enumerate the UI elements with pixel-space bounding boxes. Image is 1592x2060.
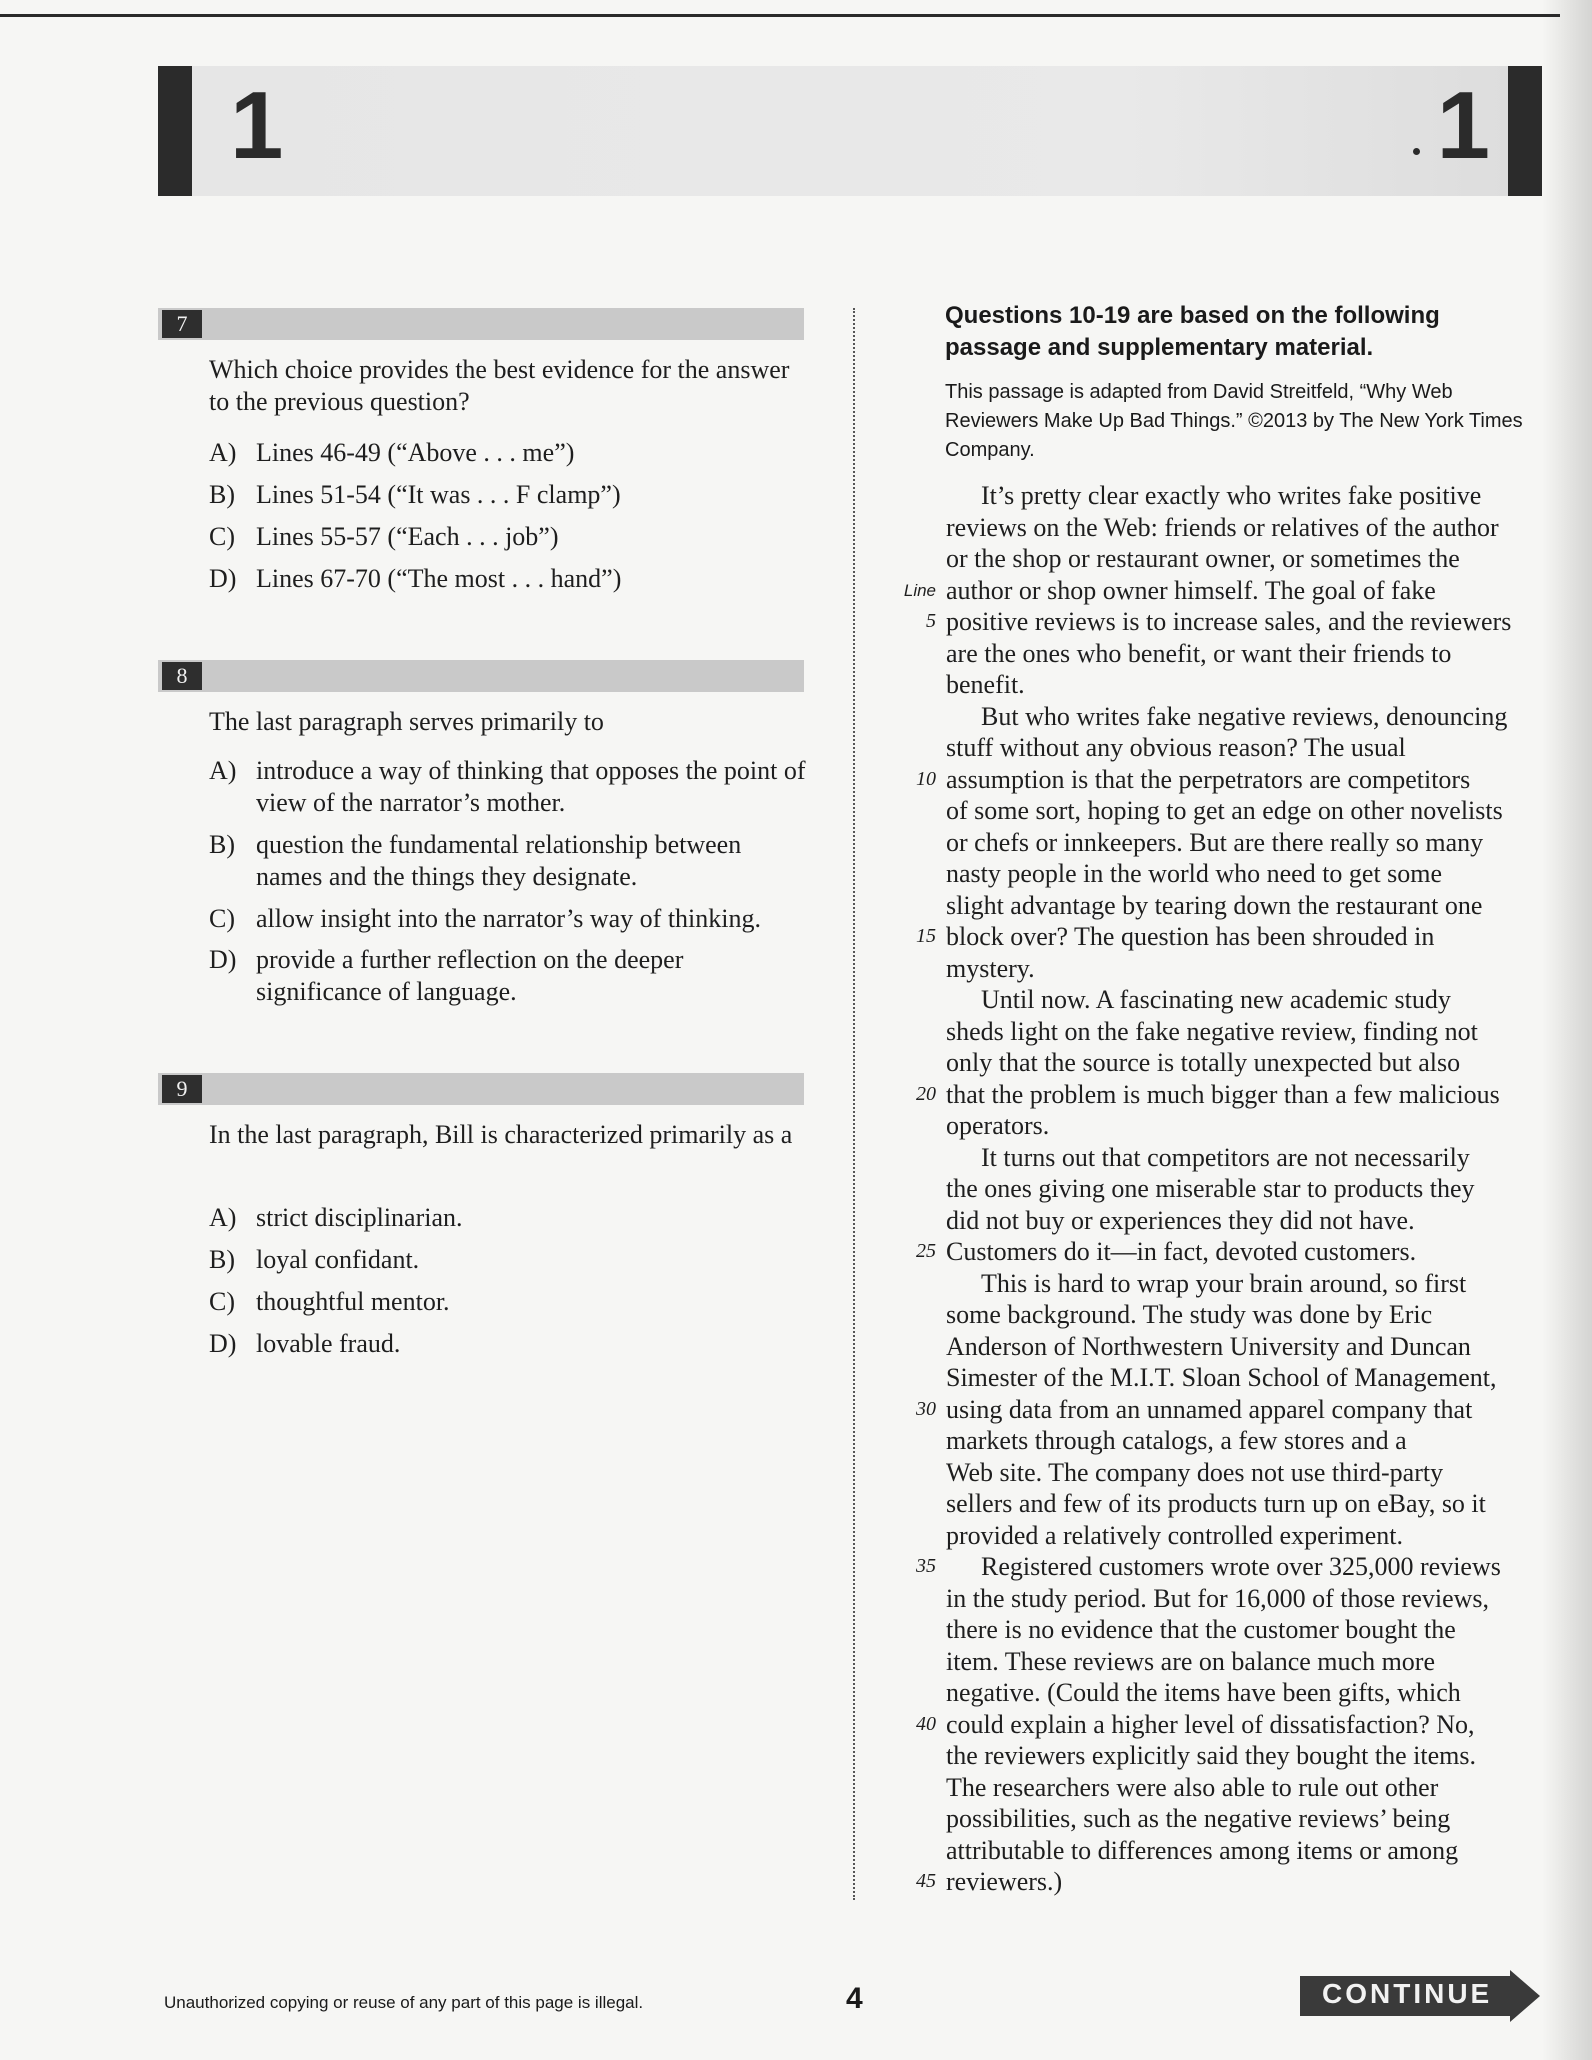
passage-line: the ones giving one miserable star to products they bbox=[946, 1174, 1475, 1203]
question-number: 8 bbox=[162, 662, 202, 690]
choice-text: lovable fraud. bbox=[256, 1329, 401, 1358]
passage-line: Customers do it—in fact, devoted customers. bbox=[946, 1237, 1417, 1266]
passage-line: of some sort, hoping to get an edge on other novelists bbox=[946, 796, 1503, 825]
section-header bbox=[158, 66, 1542, 196]
passage-line: attributable to differences among items or among bbox=[946, 1835, 1459, 1865]
passage-line: Anderson of Northwestern University and Duncan bbox=[946, 1331, 1471, 1361]
choice-letter: D) bbox=[209, 945, 237, 974]
passage-line: are the ones who benefit, or want their friends to bbox=[946, 638, 1452, 668]
scan-edge-shadow bbox=[1542, 0, 1592, 2060]
choice-letter: C) bbox=[209, 522, 235, 551]
line-number: 35 bbox=[916, 1555, 936, 1577]
choice-letter: D) bbox=[209, 564, 237, 593]
passage-line: author or shop owner himself. The goal of fake bbox=[946, 575, 1436, 605]
question-7-choice-a[interactable] bbox=[209, 437, 809, 469]
question-7-choice-b[interactable] bbox=[209, 479, 809, 511]
passage-line: Until now. A fascinating new academic study bbox=[981, 985, 1451, 1014]
line-number: 15 bbox=[916, 925, 936, 947]
passage-line: Web site. The company does not use third-party bbox=[946, 1457, 1444, 1487]
passage-line: The researchers were also able to rule out other bbox=[946, 1772, 1439, 1802]
choice-text: provide a further reflection on the deeper significance of language. bbox=[256, 945, 684, 1006]
line-number: 45 bbox=[916, 1870, 936, 1892]
passage-line: positive reviews is to increase sales, and the reviewers bbox=[946, 607, 1512, 636]
question-9-choice-c[interactable] bbox=[209, 1286, 809, 1318]
passage-line: only that the source is totally unexpected but also bbox=[946, 1048, 1461, 1077]
passage-line: It turns out that competitors are not necessarily bbox=[981, 1142, 1470, 1172]
question-9-choice-b[interactable] bbox=[209, 1244, 809, 1276]
question-9-stem: In the last paragraph, Bill is characterized primarily as a bbox=[209, 1120, 793, 1149]
choice-letter: D) bbox=[209, 1329, 237, 1358]
question-8-bar bbox=[158, 660, 804, 692]
line-number: 10 bbox=[916, 767, 936, 790]
passage-line: It’s pretty clear exactly who writes fake positive bbox=[981, 481, 1482, 510]
choice-letter: A) bbox=[209, 1203, 237, 1232]
question-9-choice-a[interactable] bbox=[209, 1202, 809, 1234]
passage-line: benefit. bbox=[946, 670, 1025, 699]
choice-text: Lines 55-57 (“Each . . . job”) bbox=[256, 522, 559, 551]
question-8-stem: The last paragraph serves primarily to bbox=[209, 707, 604, 736]
question-8-choice-b[interactable] bbox=[209, 829, 809, 893]
choice-letter: A) bbox=[209, 438, 237, 467]
passage-line: negative. (Could the items have been gifts, which bbox=[946, 1678, 1461, 1707]
passage-line: slight advantage by tearing down the restaurant one bbox=[946, 890, 1483, 920]
continue-button[interactable] bbox=[1300, 1970, 1540, 2022]
passage-line: assumption is that the perpetrators are competitors bbox=[946, 764, 1471, 794]
passage-line: could explain a higher level of dissatisfaction? No, bbox=[946, 1709, 1475, 1739]
passage-line: block over? The question has been shrouded in bbox=[946, 922, 1435, 951]
question-number: 7 bbox=[162, 310, 202, 338]
choice-letter: B) bbox=[209, 1245, 235, 1274]
passage-source: This passage is adapted from David Streitfeld, “Why Web Reviewers Make Up Bad Things.” ©2013 by The New York Times Company. bbox=[945, 381, 1523, 461]
question-9-bar bbox=[158, 1073, 804, 1105]
passage-line: reviews on the Web: friends or relatives of the author bbox=[946, 512, 1499, 542]
top-rule bbox=[0, 14, 1560, 17]
choice-letter: B) bbox=[209, 830, 235, 859]
choice-text: allow insight into the narrator’s way of thinking. bbox=[256, 904, 761, 933]
passage-line: that the problem is much bigger than a few malicious bbox=[946, 1079, 1500, 1109]
choice-letter: B) bbox=[209, 480, 235, 509]
choice-text: introduce a way of thinking that opposes the point of view of the narrator’s mother. bbox=[256, 756, 806, 817]
passage-line: using data from an unnamed apparel company that bbox=[946, 1394, 1473, 1424]
section-number-left: 1 bbox=[230, 72, 284, 179]
line-label: Line bbox=[903, 580, 936, 600]
passage-line: sheds light on the fake negative review, finding not bbox=[946, 1016, 1478, 1046]
question-8-choice-c[interactable] bbox=[209, 903, 809, 935]
choice-text: thoughtful mentor. bbox=[256, 1287, 450, 1316]
question-7-bar bbox=[158, 308, 804, 340]
choice-text: question the fundamental relationship between names and the things they designate. bbox=[256, 830, 742, 891]
choice-text: loyal confidant. bbox=[256, 1245, 420, 1274]
passage-line: or chefs or innkeepers. But are there really so many bbox=[946, 827, 1484, 857]
choice-text: Lines 51-54 (“It was . . . F clamp”) bbox=[256, 480, 621, 509]
copyright-notice: Unauthorized copying or reuse of any part of this page is illegal. bbox=[164, 1993, 644, 2012]
continue-label: CONTINUE bbox=[1322, 1978, 1493, 2009]
passage-line: there is no evidence that the customer bought the bbox=[946, 1615, 1456, 1644]
passage-line: nasty people in the world who need to get some bbox=[946, 859, 1443, 888]
question-number: 9 bbox=[162, 1075, 202, 1103]
line-number: 20 bbox=[916, 1082, 936, 1105]
passage-line: some background. The study was done by Eric bbox=[946, 1300, 1433, 1329]
section-dot bbox=[1413, 148, 1420, 155]
section-bar-right bbox=[1508, 66, 1542, 196]
passage-line: reviewers.) bbox=[946, 1867, 1063, 1896]
question-9-choice-d[interactable] bbox=[209, 1328, 809, 1360]
passage-line: stuff without any obvious reason? The usual bbox=[946, 733, 1406, 762]
line-number: 30 bbox=[916, 1397, 936, 1420]
passage-line: provided a relatively controlled experiment. bbox=[946, 1520, 1403, 1550]
choice-text: strict disciplinarian. bbox=[256, 1203, 463, 1232]
page-number: 4 bbox=[846, 1982, 863, 2015]
question-7-choice-d[interactable] bbox=[209, 563, 809, 595]
passage-line: Registered customers wrote over 325,000 reviews bbox=[981, 1552, 1501, 1581]
passage-line: This is hard to wrap your brain around, so first bbox=[981, 1268, 1467, 1298]
choice-text: Lines 46-49 (“Above . . . me”) bbox=[256, 438, 575, 467]
column-divider bbox=[853, 308, 855, 1900]
line-number: 25 bbox=[916, 1240, 936, 1262]
line-number: 5 bbox=[926, 610, 936, 632]
passage-line: But who writes fake negative reviews, denouncing bbox=[981, 701, 1508, 731]
question-8-choice-d[interactable] bbox=[209, 944, 809, 1008]
passage-line: Simester of the M.I.T. Sloan School of Management, bbox=[946, 1363, 1497, 1392]
passage-line: the reviewers explicitly said they bought the items. bbox=[946, 1741, 1476, 1770]
choice-letter: A) bbox=[209, 756, 237, 785]
passage-heading: Questions 10-19 are based on the following passage and supplementary material. bbox=[945, 302, 1440, 361]
passage-line: sellers and few of its products turn up on eBay, so it bbox=[946, 1489, 1486, 1518]
passage-line: did not buy or experiences they did not have. bbox=[946, 1205, 1415, 1235]
passage-line: mystery. bbox=[946, 953, 1035, 983]
choice-text: Lines 67-70 (“The most . . . hand”) bbox=[256, 564, 622, 593]
passage-line: markets through catalogs, a few stores and a bbox=[946, 1426, 1407, 1455]
choice-letter: C) bbox=[209, 904, 235, 933]
question-7-stem: Which choice provides the best evidence for the answer to the previous question? bbox=[209, 355, 790, 416]
passage-line: item. These reviews are on balance much more bbox=[946, 1646, 1435, 1676]
question-7-choice-c[interactable] bbox=[209, 521, 809, 553]
passage-line: operators. bbox=[946, 1111, 1050, 1140]
passage-line: or the shop or restaurant owner, or sometimes the bbox=[946, 544, 1460, 573]
question-8-choice-a[interactable] bbox=[209, 755, 809, 819]
passage-line: in the study period. But for 16,000 of those reviews, bbox=[946, 1583, 1490, 1613]
line-number: 40 bbox=[916, 1712, 936, 1735]
passage-line: possibilities, such as the negative reviews’ being bbox=[946, 1804, 1451, 1833]
section-bar-left bbox=[158, 66, 192, 196]
section-number-right: 1 bbox=[1436, 72, 1490, 179]
choice-letter: C) bbox=[209, 1287, 235, 1316]
